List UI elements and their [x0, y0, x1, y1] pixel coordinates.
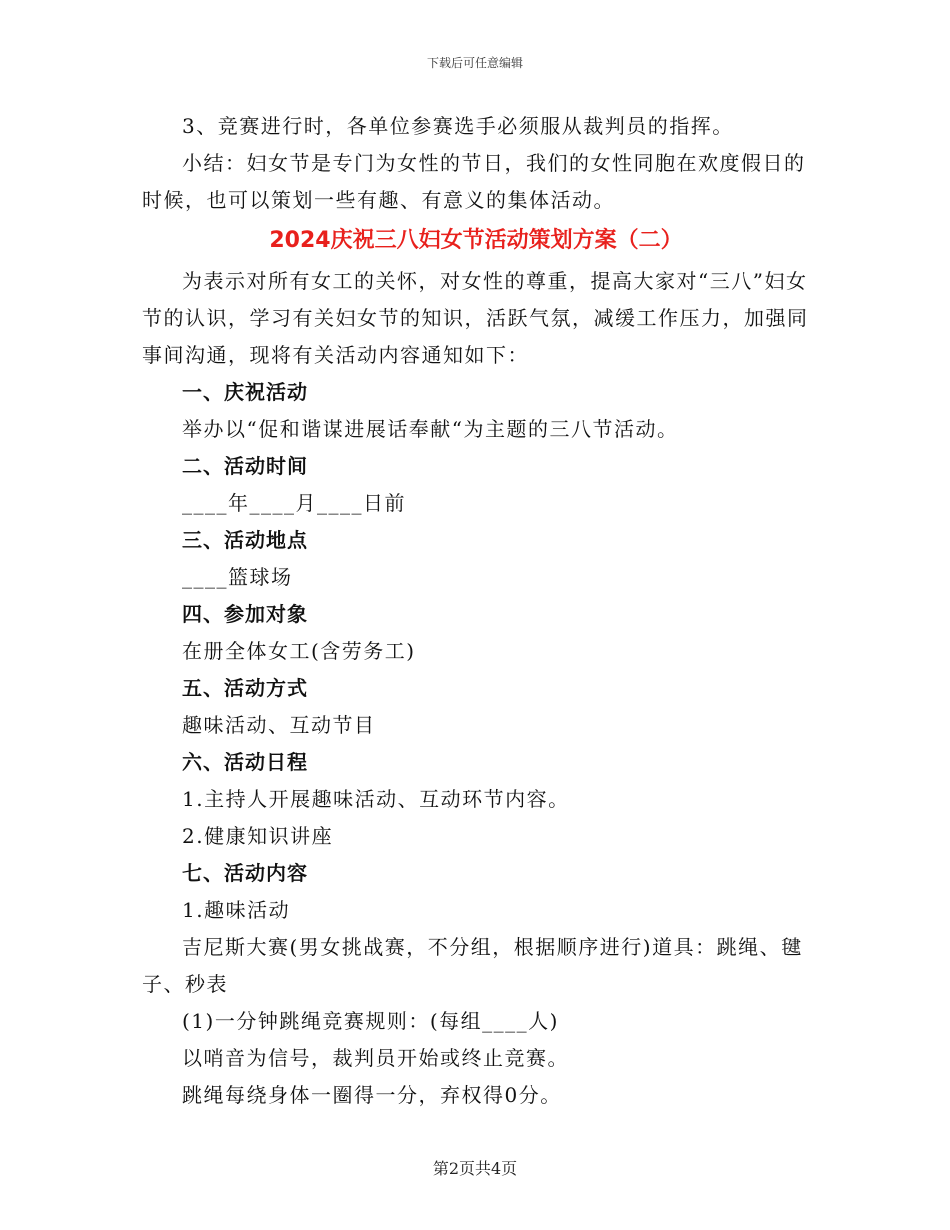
heading-schedule: 六、活动日程	[182, 750, 308, 774]
heading-time: 二、活动时间	[182, 454, 308, 478]
paragraph-rule-3: 3、竞赛进行时，各单位参赛选手必须服从裁判员的指挥。	[182, 114, 734, 138]
text-time: ____年____月____日前	[182, 491, 406, 515]
text-content-whistle: 以哨音为信号，裁判员开始或终止竞赛。	[182, 1046, 569, 1070]
text-participants: 在册全体女工(含劳务工)	[182, 639, 416, 663]
page-number: 第2页共4页	[432, 1159, 518, 1178]
heading-content: 七、活动内容	[182, 861, 308, 885]
text-content-1: 1.趣味活动	[182, 898, 291, 922]
text-content-guinness: 吉尼斯大赛(男女挑战赛，不分组，根据顺序进行)道具：跳绳、毽子、秒表	[142, 935, 803, 996]
document-body	[142, 108, 810, 1114]
text-location: ____篮球场	[182, 565, 293, 589]
text-content-scoring: 跳绳每绕身体一圈得一分，弃权得0分。	[182, 1083, 562, 1107]
paragraph-summary: 小结：妇女节是专门为女性的节日，我们的女性同胞在欢度假日的时候，也可以策划一些有趣、有意义的集体活动。	[142, 151, 806, 212]
text-format: 趣味活动、互动节目	[182, 713, 376, 737]
page-header-note: 下载后可任意编辑	[426, 56, 523, 70]
paragraph-intro: 为表示对所有女工的关怀，对女性的尊重，提高大家对“三八”妇女节的认识，学习有关妇女节的知识，活跃气氛，减缓工作压力，加强同事间沟通，现将有关活动内容通知如下：	[142, 269, 809, 367]
text-schedule-2: 2.健康知识讲座	[182, 824, 334, 848]
text-celebration: 举办以“促和谐谋进展话奉献“为主题的三八节活动。	[182, 417, 679, 441]
heading-celebration: 一、庆祝活动	[182, 380, 308, 404]
heading-location: 三、活动地点	[182, 528, 308, 552]
heading-format: 五、活动方式	[182, 676, 308, 700]
text-schedule-1: 1.主持人开展趣味活动、互动环节内容。	[182, 787, 570, 811]
heading-participants: 四、参加对象	[182, 602, 308, 626]
text-content-rope-rule: (1)一分钟跳绳竞赛规则：(每组____人)	[182, 1009, 559, 1033]
section-title: 2024庆祝三八妇女节活动策划方案（二）	[269, 228, 683, 253]
